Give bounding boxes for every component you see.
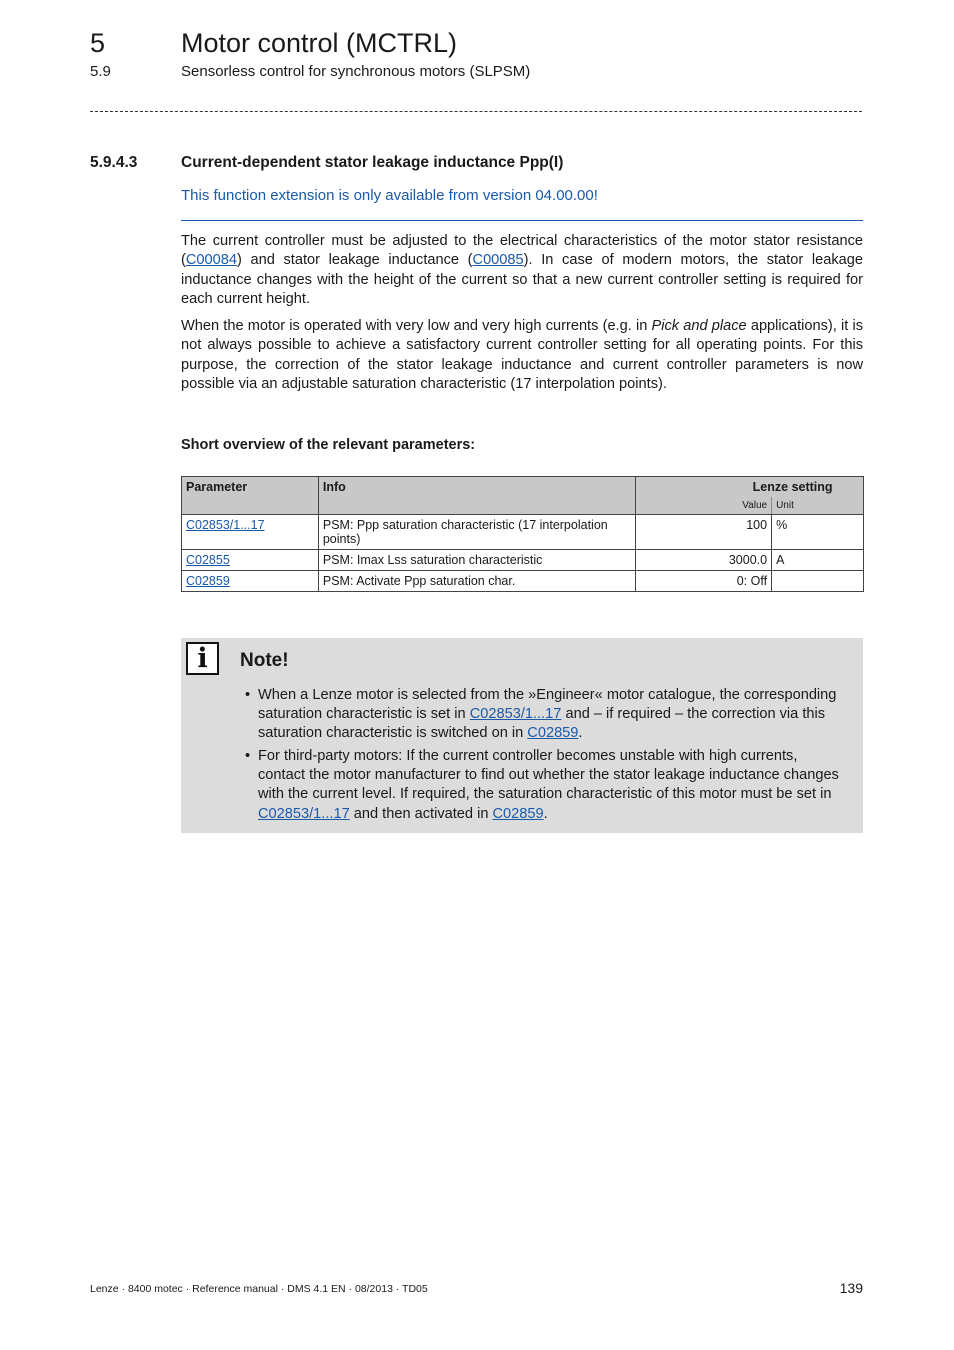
subsection-number: 5.9.4.3 [90,154,138,171]
link-c02859[interactable]: C02859 [492,805,544,822]
header-lenze-setting: Lenze setting [636,477,864,498]
link-c02853[interactable]: C02853/1...17 [469,706,562,723]
cell-value: 3000.0 [636,550,772,571]
text: ) and stator leakage inductance ( [237,252,473,269]
header-value: Value [636,497,772,515]
application-paragraph [181,317,863,395]
cell-unit: % [772,515,864,550]
parameter-table [181,476,864,592]
italic-term: Pick and place [651,318,747,334]
chapter-title: Motor control (MCTRL) [181,28,458,58]
link-c02855[interactable]: C02855 [186,553,230,567]
text: . [543,805,548,822]
cell-unit [772,571,864,592]
note-title: Note! [240,650,289,671]
header-divider [90,111,862,112]
note-box [181,638,863,833]
chapter-number: 5 [90,28,106,58]
text: . [578,725,583,742]
bullet-dot: • [245,748,251,764]
subsection-title: Current-dependent stator leakage inductance Ppp(I) [181,154,564,171]
link-c00084[interactable]: C00084 [185,252,237,269]
cell-value: 0: Off [636,571,772,592]
version-note-rule [181,220,863,221]
cell-value: 100 [636,515,772,550]
link-c02859[interactable]: C02859 [186,574,230,588]
section-title: Sensorless control for synchronous motors (SLPSM) [181,63,531,80]
info-icon: i [186,642,219,675]
note-bullet [245,686,848,744]
text: For third-party motors: If the current controller becomes unstable with high currents, contact the motor manufacturer to find out whether the stator leakage inductance changes with the current level. If required, the saturation characteristic of this motor must be set in [258,748,839,803]
bullet-dot: • [245,687,251,703]
link-c02853[interactable]: C02853/1...17 [258,805,350,822]
cell-parameter[interactable] [182,515,319,550]
link-c00085[interactable]: C00085 [472,252,524,269]
text: applications), it is not always possible to achieve a satisfactory current controller setting for all operating points. For this purpose, the correction of the stator leakage inductance and current controller parameters is now possible via an adjustable saturation characteristic (17 interpolation points). [181,318,863,393]
text: The current controller must be adjusted to the electrical characteristics of the motor stator resistance ( [181,233,863,269]
footer-text: Lenze · 8400 motec · Reference manual · DMS 4.1 EN · 08/2013 · TD05 [90,1283,428,1295]
text: ). In case of modern motors, the stator leakage inductance changes with the height of the current so that a new current controller setting is required for each current height. [181,252,863,308]
header-parameter: Parameter [182,477,319,515]
cell-unit: A [772,550,864,571]
table-row [182,550,864,571]
cell-info: PSM: Activate Ppp saturation char. [318,571,635,592]
text: When a Lenze motor is selected from the »Engineer« motor catalogue, the corresponding saturation characteristic is set in [258,687,837,723]
note-bullet [245,747,848,824]
cell-info: PSM: Imax Lss saturation characteristic [318,550,635,571]
page-number: 139 [839,1280,863,1296]
text: When the motor is operated with very low and very high currents (e.g. in [181,318,652,334]
link-c02859[interactable]: C02859 [527,725,579,742]
table-row [182,515,864,550]
table-row [182,571,864,592]
cell-parameter[interactable] [182,571,319,592]
intro-paragraph [181,232,863,310]
text: and – if required – the correction via this saturation characteristic is switched on in [258,706,826,742]
cell-info: PSM: Ppp saturation characteristic (17 interpolation points) [318,515,635,550]
table-header-row [182,477,864,498]
version-note: This function extension is only available from version 04.00.00! [181,187,598,204]
header-unit: Unit [772,497,864,515]
text: and then activated in [349,805,493,822]
header-info: Info [318,477,635,515]
overview-heading: Short overview of the relevant parameters: [181,437,476,453]
cell-parameter[interactable] [182,550,319,571]
section-number: 5.9 [90,63,111,80]
link-c02853[interactable]: C02853/1...17 [186,518,265,532]
